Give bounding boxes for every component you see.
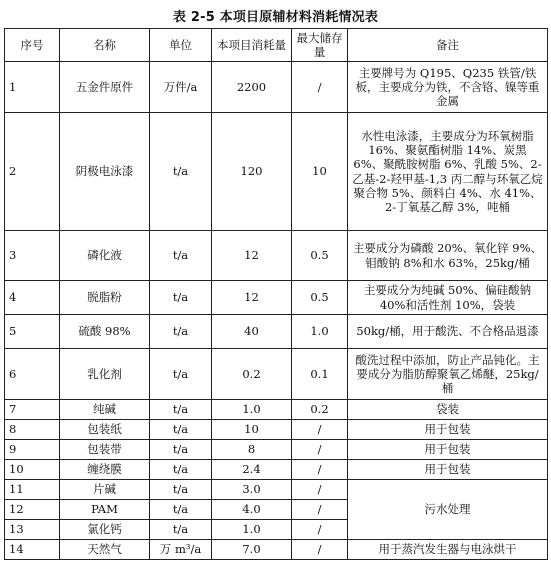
row-note: 水性电泳漆，主要成分为环氧树脂 16%、聚氨酯树脂 14%、炭黑 6%、聚酰胺树脂 6%、乳酸 5%、2-乙基-2-羟甲基-1,3 丙二醇与环氧乙烷聚合物 5%、颜料白 4%、水 41%、2-丁氧基乙醇 3%，吨桶	[348, 113, 548, 231]
row-consumption: 2200	[212, 62, 292, 113]
table-row	[5, 460, 548, 480]
row-storage: 1.0	[292, 315, 348, 349]
row-consumption: 7.0	[212, 540, 292, 560]
row-no: 10	[5, 460, 60, 480]
row-unit: t/a	[150, 400, 212, 420]
header-consumption: 本项目消耗量	[212, 29, 292, 62]
row-no: 14	[5, 540, 60, 560]
row-unit: 万件/a	[150, 62, 212, 113]
row-consumption: 120	[212, 113, 292, 231]
row-unit: t/a	[150, 440, 212, 460]
row-storage: /	[292, 480, 348, 500]
row-note: 用于包装	[348, 460, 548, 480]
row-note: 用于包装	[348, 420, 548, 440]
row-no: 4	[5, 281, 60, 315]
row-storage: 0.1	[292, 349, 348, 400]
row-storage: /	[292, 440, 348, 460]
row-no: 8	[5, 420, 60, 440]
table-row	[5, 400, 548, 420]
header-note: 备注	[348, 29, 548, 62]
header-name: 名称	[60, 29, 150, 62]
header-row	[5, 29, 548, 62]
row-name: 乳化剂	[60, 349, 150, 400]
row-note: 用于蒸汽发生器与电泳烘干	[348, 540, 548, 560]
row-name: 片碱	[60, 480, 150, 500]
row-note: 酸洗过程中添加，防止产品钝化。主要成分为脂肪醇聚氧乙烯醚，25kg/桶	[348, 349, 548, 400]
row-name: 五金件原件	[60, 62, 150, 113]
row-consumption: 10	[212, 420, 292, 440]
row-consumption: 12	[212, 231, 292, 281]
row-consumption: 12	[212, 281, 292, 315]
row-name: PAM	[60, 500, 150, 520]
table-row	[5, 480, 548, 500]
row-storage: /	[292, 520, 348, 540]
row-note: 50kg/桶，用于酸洗、不合格品退漆	[348, 315, 548, 349]
row-note: 主要成分为纯碱 50%、偏硅酸钠 40%和活性剂 10%，袋装	[348, 281, 548, 315]
row-storage: 0.5	[292, 281, 348, 315]
row-unit: t/a	[150, 420, 212, 440]
table-row	[5, 113, 548, 231]
table-row	[5, 540, 548, 560]
row-unit: t/a	[150, 281, 212, 315]
row-note: 袋装	[348, 400, 548, 420]
row-name: 阴极电泳漆	[60, 113, 150, 231]
table-row	[5, 231, 548, 281]
row-name: 硫酸 98%	[60, 315, 150, 349]
row-no: 12	[5, 500, 60, 520]
row-name: 氯化钙	[60, 520, 150, 540]
row-storage: /	[292, 420, 348, 440]
row-unit: t/a	[150, 113, 212, 231]
row-note: 用于包装	[348, 440, 548, 460]
table-row	[5, 315, 548, 349]
header-storage: 最大储存量	[292, 29, 348, 62]
row-consumption: 40	[212, 315, 292, 349]
row-consumption: 3.0	[212, 480, 292, 500]
row-consumption: 0.2	[212, 349, 292, 400]
row-storage: /	[292, 540, 348, 560]
row-name: 包装带	[60, 440, 150, 460]
row-name: 磷化液	[60, 231, 150, 281]
row-storage: 0.5	[292, 231, 348, 281]
row-no: 7	[5, 400, 60, 420]
row-name: 天然气	[60, 540, 150, 560]
merged-note-wastewater: 污水处理	[348, 480, 548, 540]
row-consumption: 2.4	[212, 460, 292, 480]
header-no: 序号	[5, 29, 60, 62]
row-consumption: 8	[212, 440, 292, 460]
header-unit: 单位	[150, 29, 212, 62]
row-consumption: 1.0	[212, 400, 292, 420]
row-no: 6	[5, 349, 60, 400]
row-unit: t/a	[150, 500, 212, 520]
row-no: 2	[5, 113, 60, 231]
row-note: 主要成分为磷酸 20%、氧化锌 9%、钼酸钠 8%和水 63%，25kg/桶	[348, 231, 548, 281]
row-name: 脱脂粉	[60, 281, 150, 315]
row-consumption: 1.0	[212, 520, 292, 540]
row-no: 13	[5, 520, 60, 540]
row-unit: t/a	[150, 315, 212, 349]
row-unit: t/a	[150, 349, 212, 400]
row-unit: t/a	[150, 231, 212, 281]
row-unit: t/a	[150, 460, 212, 480]
row-name: 纯碱	[60, 400, 150, 420]
row-no: 9	[5, 440, 60, 460]
table-row	[5, 281, 548, 315]
row-unit: t/a	[150, 480, 212, 500]
row-storage: /	[292, 500, 348, 520]
table-row	[5, 420, 548, 440]
row-note: 主要牌号为 Q195、Q235 铁管/铁板，主要成分为铁，不含铬、镍等重金属	[348, 62, 548, 113]
row-no: 5	[5, 315, 60, 349]
row-storage: 10	[292, 113, 348, 231]
row-storage: 0.2	[292, 400, 348, 420]
row-no: 3	[5, 231, 60, 281]
row-storage: /	[292, 62, 348, 113]
table-title: 表 2-5 本项目原辅材料消耗情况表	[172, 10, 379, 25]
table-row	[5, 62, 548, 113]
row-name: 缠绕膜	[60, 460, 150, 480]
row-storage: /	[292, 460, 348, 480]
row-unit: 万 m³/a	[150, 540, 212, 560]
row-no: 11	[5, 480, 60, 500]
materials-table	[4, 28, 548, 560]
table-row	[5, 440, 548, 460]
row-consumption: 4.0	[212, 500, 292, 520]
row-unit: t/a	[150, 520, 212, 540]
row-no: 1	[5, 62, 60, 113]
table-row	[5, 349, 548, 400]
row-name: 包装纸	[60, 420, 150, 440]
